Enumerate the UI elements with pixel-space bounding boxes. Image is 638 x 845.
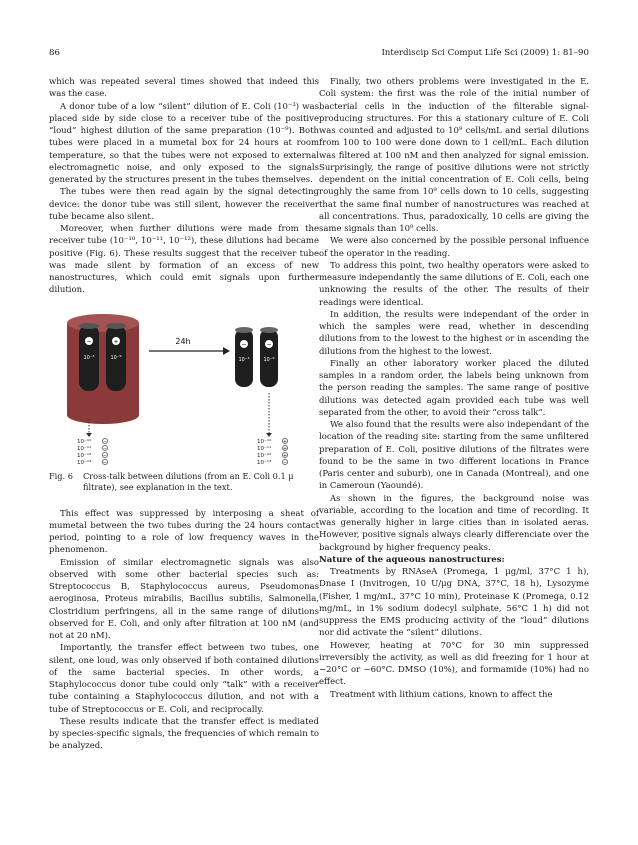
running-title: Interdiscip Sci Comput Life Sci (2009) 1: 81–90 [381,48,589,58]
receiver-tube-after [260,327,278,387]
receiver-tube-in-box [106,323,126,391]
dilution-label: 10⁻¹² [257,452,272,459]
figure-caption [49,471,319,494]
paragraph: To address this point, two healthy operators were asked to measure independantly the same dilutions of E. Coli, each one unknowing the results of the other. The results of their readings were identical. [319,260,589,308]
dilution-label: 10⁻¹⁰ [77,438,92,445]
left-column [49,76,319,753]
paragraph: Finally an other laboratory worker placed the diluted samples in a random order, the labels being unknown from the person reading the samples. The same range of positive dilutions was detected again provided each tube was well separated from the other, to avoid their “cross talk”. [319,358,589,418]
time-arrow [149,337,230,355]
svg-text:−: − [266,341,272,348]
paragraph: A donor tube of a low “silent” dilution of E. Coli (10⁻³) was placed side by side close to a receiver tube of the positive “loud” highest dilution of the same preparation (10⁻⁹). Both tubes were placed in a mumetal box for 24 hours at room temperature, so that the tubes were not exposed to external electromagnetic noise, and only exposed to the signals generated by the structures present in the tubes themselves. [49,101,319,185]
paragraph: Importantly, the transfer effect between two tubes, one silent, one loud, was only observed if both contained dilutions of the same bacterial species. In other words, a Staphylococcus donor tube could only “talk” with a receiver tube containing a Staphylococcus dilution, and not with a tube of Streptococcus or E. Coli, and reciprocally. [49,643,319,715]
donor-tube-in-box [79,323,99,391]
dilution-sign: − [102,445,108,452]
svg-text:−: − [86,338,92,345]
paragraph: The tubes were then read again by the signal detecting device: the donor tube was still silent, however the receiver tube became also silent. [49,187,319,222]
donor-tube-after [235,327,253,387]
dilution-label: 10⁻¹³ [77,459,92,465]
tube-label: 10⁻⁹ [263,356,275,363]
left-paragraphs-after-figure [49,508,319,753]
dilution-label: 10⁻¹⁰ [257,438,272,445]
paragraph: Emission of similar electromagnetic signals was also observed with some other bacterial species such as: Streptococcus B, Staphylococcus aureus, Pseudomonas aeroginosa, Proteus mirabilis, Bacillus subtilis, Salmonella, Clostridium perfringens, all in the same range of dilutions observed for E. Coli, and only after filtration at 100 nM (and not at 20 nM). [49,557,319,641]
dilution-sign: − [102,438,108,445]
dilution-sign: + [282,438,288,445]
left-paragraphs-before-figure [49,76,319,297]
paragraph: which was repeated several times showed that indeed this was the case. [49,77,319,100]
paragraph: Treatments by RNAseA (Promega, 1 μg/ml, 37°C 1 h), Dnase I (Invitrogen, 10 U/μg DNA, 37°C, 18 h), Lysozyme (Fisher, 1 mg/mL, 37°C 10 min), Proteinase K (Promega, 0.12 mg/mL, in 1% sodium dodecyl sulphate, 56°C 1 h) did not suppress the EMS producing activity of the “loud” dilutions nor did activate the “silent” dilutions. [319,567,589,639]
left-dilution-list [77,438,108,465]
dilution-sign: + [282,452,288,459]
dilution-sign: − [282,459,288,465]
page-header [49,48,589,62]
paragraph: In addition, the results were independant of the order in which the samples were read, whether in descending dilutions from to the lowest to the highest or in ascending the dilutions from the highest to the lowest. [319,309,589,357]
time-label: 24h [175,336,191,346]
tube-label: 10⁻³ [83,354,95,361]
paragraph: We also found that the results were also independant of the location of the reading site: starting from the same unfiltered preparation of E. Coli, positive dilutions of the filtrates were found to be the same in two different locations in France (Paris center and suburb), one in Canada (Montreal), and one in Cameroun (Yaoundé). [319,420,589,492]
right-column [319,76,589,701]
section-heading: Nature of the aqueous nanostructures: [319,554,505,565]
figure-6-illustration [49,309,319,465]
svg-text:−: − [241,341,247,348]
dilution-sign: − [102,452,108,459]
caption-label: Fig. 6 [49,470,73,481]
right-paragraphs [319,76,589,701]
svg-text:+: + [113,338,119,345]
paragraph: Finally, two others problems were investigated in the E. Coli system: the first was the role of the initial number of bacterial cells in the induction of the filterable signal-producing structures. For this a stationary culture of E. Coli was counted and adjusted to 10⁹ cells/mL and serial dilutions from 100 to 100 were done down to 1 cell/mL. Each dilution was filtered at 100 nM and then analyzed for signal emission. Surprisingly, the range of positive dilutions were not strictly dependent on the initial concentration of E. Coli cells, being roughly the same from 10⁹ cells down to 10 cells, suggesting that the same final number of nanostructures was reached at all concentrations. Thus, paradoxically, 10 cells are giving the same signals than 10⁹ cells. [319,77,589,234]
paragraph: Treatment with lithium cations, known to affect the [330,689,553,700]
paragraph: We were also concerned by the possible personal influence of the operator in the reading. [319,236,589,259]
dilution-sign: + [282,445,288,452]
dilution-label: 10⁻¹¹ [77,445,92,452]
paragraph: However, heating at 70°C for 30 min suppressed irreversibly the activity, as well as did freezing for 1 hour at −20°C or −60°C. DMSO (10%), and formamide (10%) had no effect. [319,640,589,688]
paragraph: These results indicate that the transfer effect is mediated by species-specific signals, the frequencies of which remain to be analyzed. [49,716,319,752]
right-dilution-list [257,438,288,465]
dilution-label: 10⁻¹³ [257,459,272,465]
paragraph: As shown in the figures, the background noise was variable, according to the location and time of recording. It was generally higher in large cities than in isolated aeras. However, positive signals always clearly differenciate over the background by higher frequency peaks. [319,493,589,553]
dilution-label: 10⁻¹¹ [257,445,272,452]
figure-6 [49,309,319,465]
tube-label: 10⁻³ [238,356,250,363]
caption-text: Cross-talk between dilutions (from an E. Coli 0.1 μ filtrate), see explanation in the text. [83,470,294,492]
paragraph: This effect was suppressed by interposing a sheat of mumetal between the two tubes during the 24 hours contact period, pointing to a role of low frequency waves in the phenomenon. [49,508,319,556]
tube-label: 10⁻⁹ [110,354,122,361]
dilution-label: 10⁻¹² [77,452,92,459]
paragraph: Moreover, when further dilutions were made from the receiver tube (10⁻¹⁰, 10⁻¹¹, 10⁻¹²), these dilutions had became positive (Fig. 6). These results suggest that the receiver tube was made silent by formation of an excess of new nanostructures, which could emit signals upon further dilution. [49,224,319,296]
mumetal-box [67,314,139,424]
dilution-sign: − [102,459,108,465]
page-number: 86 [49,48,60,58]
